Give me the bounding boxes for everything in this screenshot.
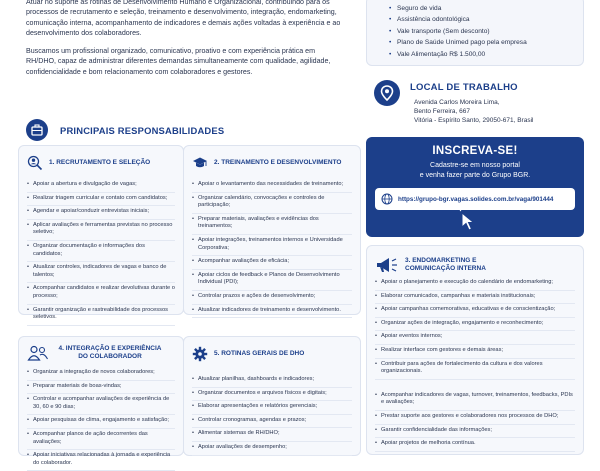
list-item: • Realizar interface com gestores e demais áreas; [375,347,575,359]
apply-line-1: Cadastre-se em nosso portal [430,162,520,169]
benefits-card [366,0,584,66]
list-item: • Garantir confidencialidade das informações; [375,427,575,439]
benefit-item: • Seguro de vida [397,3,573,14]
list-item: • Apoiar avaliações de desempenho; [192,444,352,456]
location-title: LOCAL DE TRABALHO [410,82,518,93]
pointer-cursor-icon [459,211,481,233]
list-item: • Controlar e acompanhar avaliações de experiência de 30, 60 e 90 dias; [27,396,175,415]
list-item: • Organizar documentos e arquivos físicos e digitais; [192,390,352,402]
card-title: 2. TREINAMENTO E DESENVOLVIMENTO [214,159,342,166]
list-item: • Garantir organização e rastreabilidade dos processos seletivos. [27,307,175,326]
location-pin-icon [374,80,400,106]
list-item: • Realizar triagem curricular e contato com candidatos; [27,195,175,207]
card-integration [18,336,184,466]
list-item: • Atualizar planilhas, dashboards e indicadores; [192,376,352,388]
list-item: • Organizar ações de integração, engajamento e reconhecimento; [375,320,575,332]
work-location-section [366,70,584,128]
list-item: • Apoiar a abertura e divulgação de vagas; [27,181,175,193]
list-item: • Agendar e apoiar/conduzir entrevistas iniciais; [27,208,175,220]
intro-paragraph-2: Buscamos um profissional organizado, comunicativo, proativo e com experiência prática em RH/DHO, capaz de administrar diferentes demandas simultaneamente com qualidade, agilidade, confidencialidade e bom relacionamento com colaboradores e gestores. [26,47,331,76]
list-item: • Aplicar avaliações e ferramentas previstas no processo seletivo; [27,222,175,241]
list-item: • Alimentar sistemas de RH/DHO; [192,430,352,442]
graduation-cap-icon [192,155,208,171]
card-recruitment [18,145,184,321]
gear-icon [192,346,208,362]
list-item: • Apoiar o planejamento e execução do calendário de endomarketing; [375,279,575,291]
megaphone-icon [375,256,399,274]
list-item: • Atualizar indicadores de treinamento e desenvolvimento. [192,307,352,319]
card-endomarketing [366,245,584,455]
list-item: • Apoiar campanhas comemorativas, educativas e de conscientização; [375,306,575,318]
benefit-item: • Vale Alimentação R$ 1.500,00 [397,49,573,60]
location-address [414,98,533,125]
apply-url[interactable]: https://grupo-bgr.vagas.solides.com.br/vaga/901444 [398,195,554,203]
list-item: • Controlar prazos e ações de desenvolvimento; [192,293,352,305]
list-item: • Apoiar integrações, treinamentos internos e Universidade Corporativa; [192,237,352,256]
apply-title: INSCREVA-SE! [432,145,518,157]
apply-card [366,137,584,237]
list-item: • Apoiar eventos internos; [375,333,575,345]
list-item: • Apoiar ciclos de feedback e Planos de Desenvolvimento Individual (PDI); [192,272,352,291]
apply-subtitle [366,161,584,181]
list-item: • Acompanhar avaliações de eficácia; [192,258,352,270]
list-item: • Acompanhar planos de ação decorrentes das avaliações; [27,431,175,450]
card-title: 4. INTEGRAÇÃO E EXPERIÊNCIA DO COLABORADOR [58,345,162,360]
user-search-icon [27,155,43,171]
list-item: • Apoiar o levantamento das necessidades de treinamento; [192,181,352,193]
list-item: • Contribuir para ações de fortalecimento da cultura e dos valores organizacionais. [375,361,575,380]
list-item: • Prestar suporte aos gestores e colaboradores nos processos de DHO; [375,413,575,425]
address-line-2: Bento Ferreira, 667 [414,108,471,115]
globe-icon [381,193,393,205]
list-item: • Atualizar controles, indicadores de vagas e banco de talentos; [27,264,175,283]
card-training [183,145,361,315]
benefit-item: • Vale transporte (Sem desconto) [397,26,573,37]
users-icon [27,345,49,361]
address-line-1: Avenida Carlos Moreira Lima, [414,99,500,106]
benefit-item: • Assistência odontológica [397,14,573,25]
list-item: • Elaborar apresentações e relatórios gerenciais; [192,403,352,415]
list-item: • Acompanhar candidatos e realizar devolutivas durante o processo; [27,285,175,304]
card-title: 3. ENDOMARKETING E COMUNICAÇÃO INTERNA [405,257,486,272]
benefit-item: • Plano de Saúde Unimed pago pela empresa [397,37,573,48]
intro-section [26,0,346,85]
list-item: • Apoiar projetos de melhoria contínua. [375,440,575,452]
list-item: • Apoiar pesquisas de clima, engajamento e satisfação; [27,417,175,429]
list-item: • Apoiar iniciativas relacionadas à jornada e experiência do colaborador. [27,452,175,471]
briefcase-icon [26,119,48,141]
list-item: • Controlar cronogramas, agendas e prazos; [192,417,352,429]
address-line-3: Vitória - Espírito Santo, 29050-671, Brasil [414,117,534,124]
intro-paragraph-1: Atuar no suporte às rotinas de Desenvolvimento Humano e Organizacional, contribuindo para os processos de recrutamento e seleção, treinamento e desenvolvimento, integração, endomarketing, comunicação interna, acompanhamento de indicadores e demais ações voltadas à experiência e ao desenvolvimento dos colaboradores. [26,0,341,37]
apply-line-2: e venha fazer parte do Grupo BGR. [419,172,531,179]
list-item: • Preparar materiais, avaliações e evidências dos treinamentos; [192,216,352,235]
apply-link[interactable] [375,188,575,210]
list-item: • Acompanhar indicadores de vagas, turnover, treinamentos, feedbacks, PDIs e avaliações; [375,392,575,411]
list-item: • Organizar a integração de novos colaboradores; [27,369,175,381]
card-title: 1. RECRUTAMENTO E SELEÇÃO [49,159,151,166]
list-item: • Organizar calendário, convocações e controles de participação; [192,195,352,214]
list-item: • Organizar documentação e informações dos candidatos; [27,243,175,262]
responsibilities-heading [26,119,224,141]
list-item: • Elaborar comunicados, campanhas e materiais institucionais; [375,293,575,305]
list-item: • Preparar materiais de boas-vindas; [27,383,175,395]
card-general-routines [183,336,361,456]
responsibilities-title: PRINCIPAIS RESPONSABILIDADES [60,124,225,136]
card-title: 5. ROTINAS GERAIS DE DHO [214,350,305,357]
